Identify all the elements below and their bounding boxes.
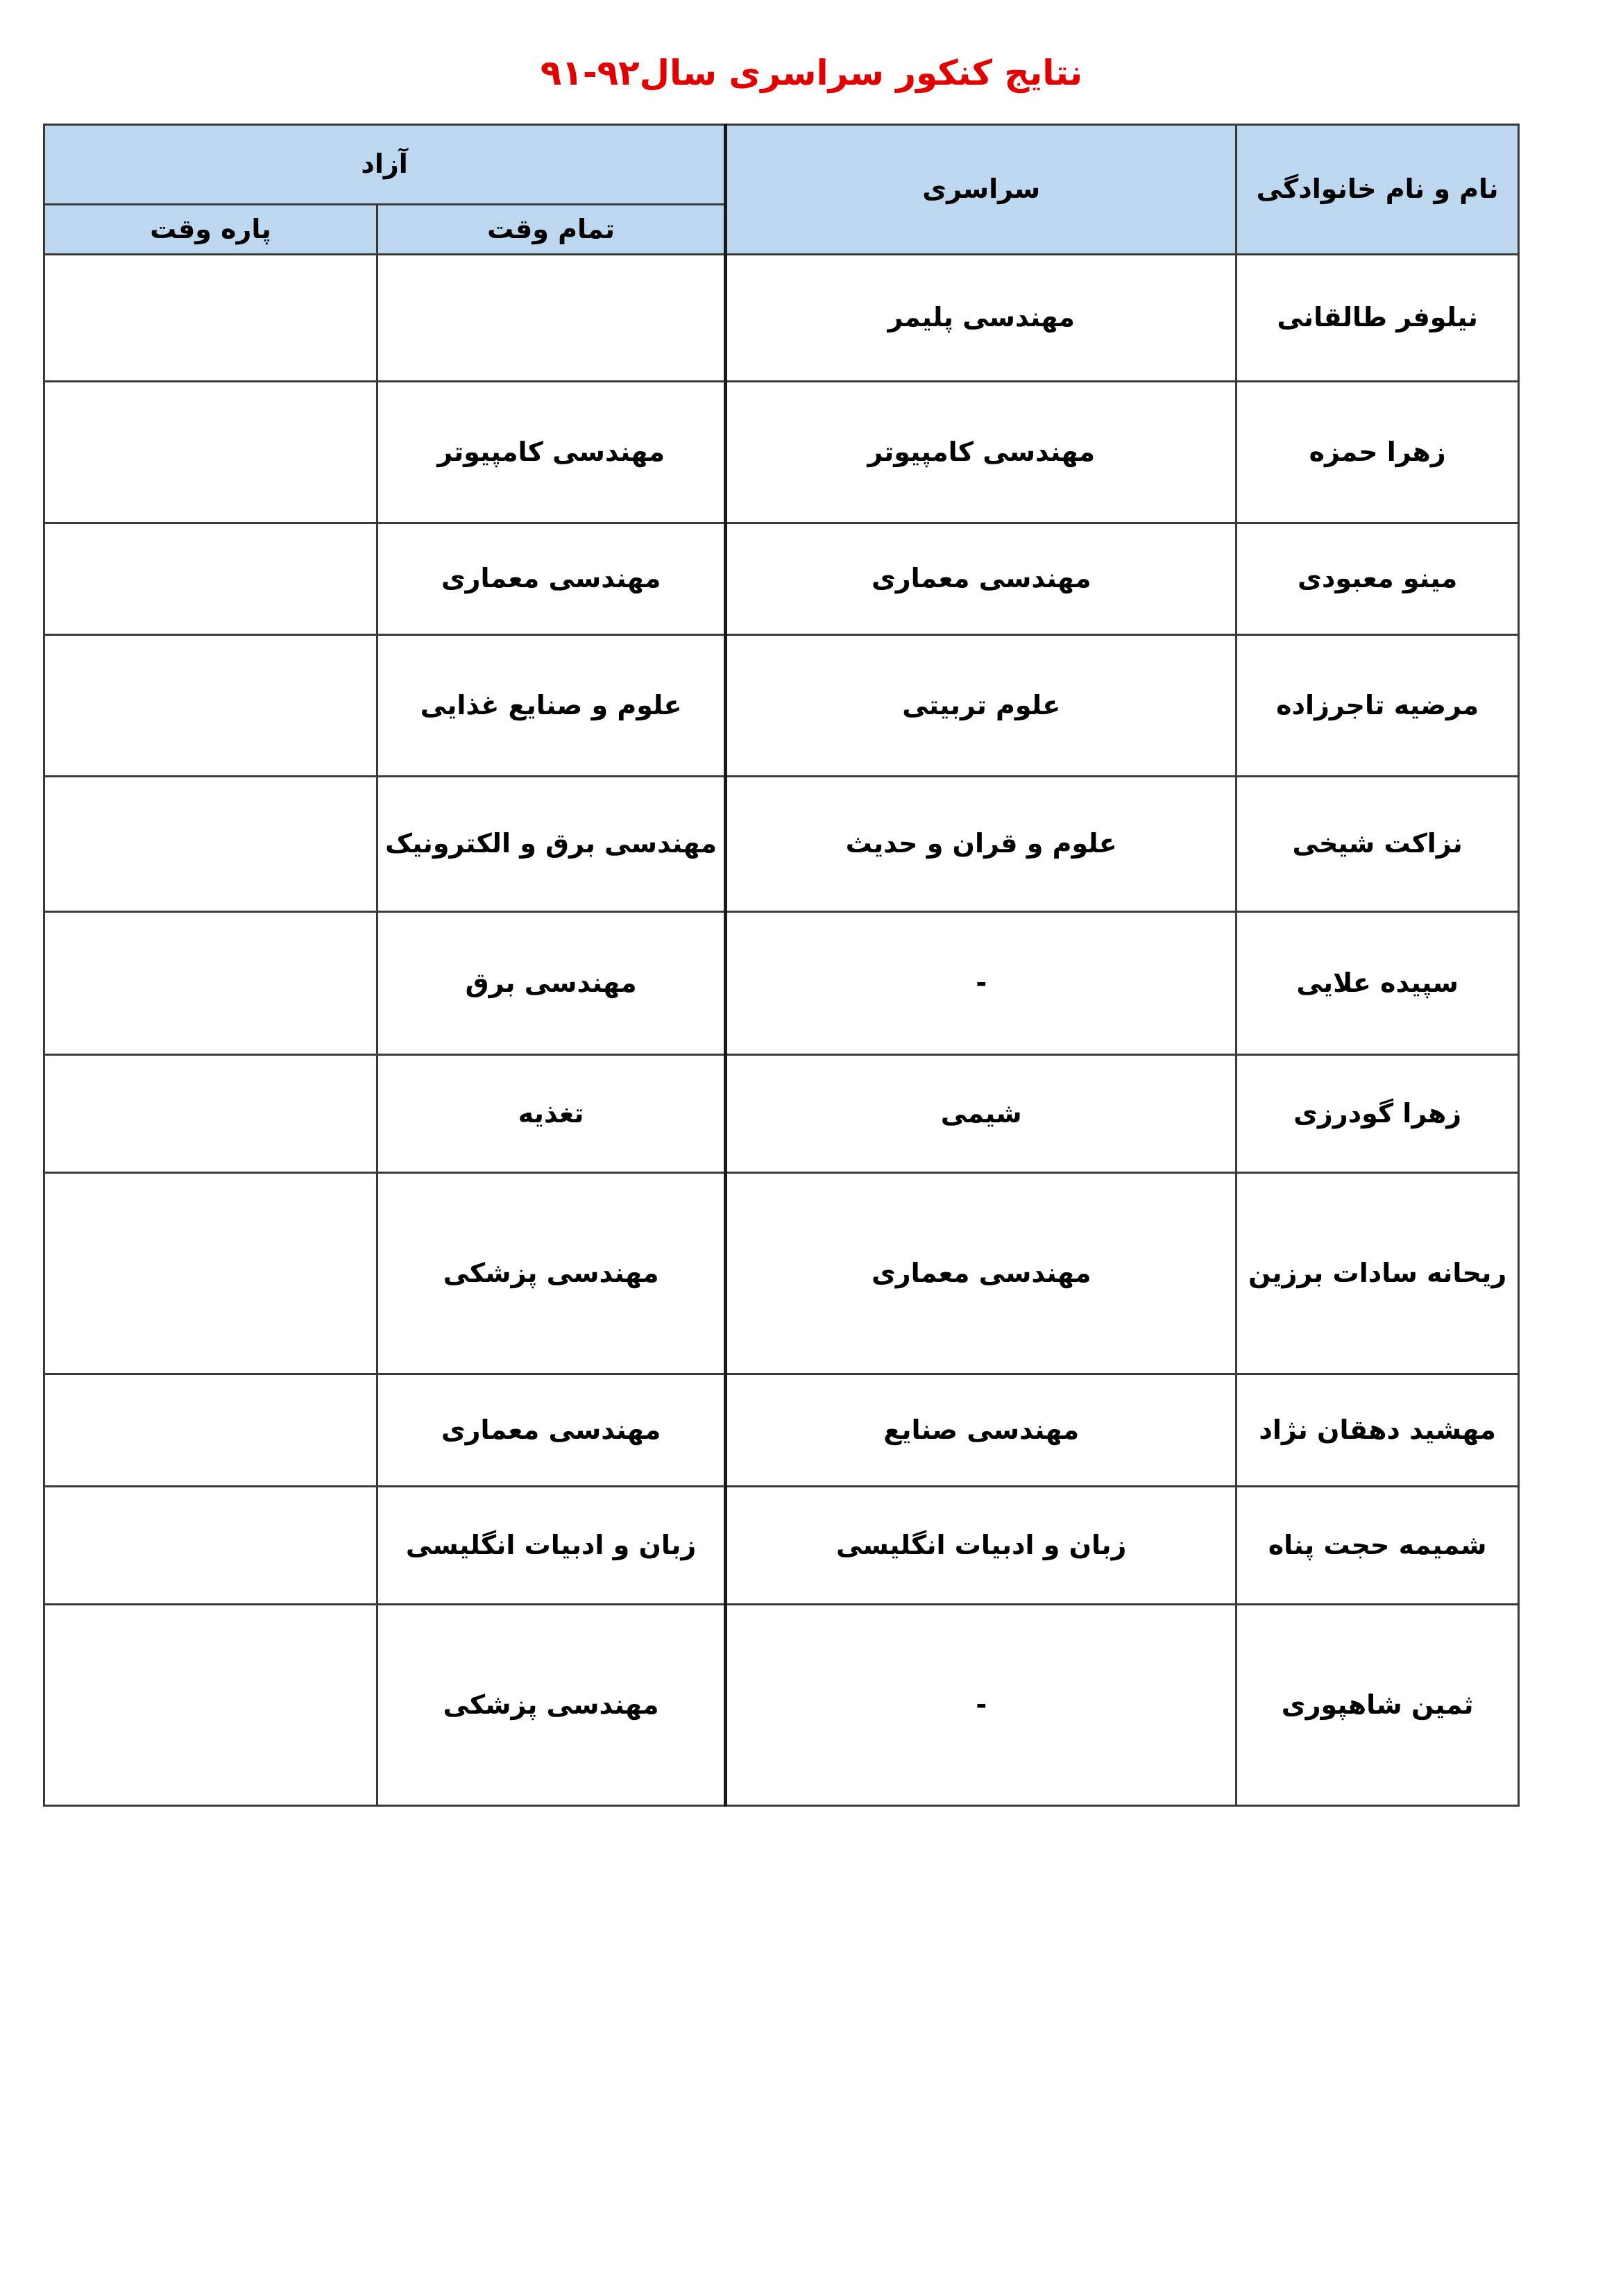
cell-part-time <box>44 912 377 1055</box>
cell-name: شمیمه حجت پناه <box>1237 1487 1519 1605</box>
cell-sarasari: - <box>726 912 1237 1055</box>
table-row <box>44 1173 1519 1374</box>
cell-sarasari: - <box>726 1605 1237 1806</box>
table-row <box>44 523 1519 635</box>
cell-part-time <box>44 523 377 635</box>
cell-part-time <box>44 1374 377 1487</box>
cell-full-time: مهندسی معماری <box>377 523 726 635</box>
page-title: نتایج کنکور سراسری سال۹۲-۹۱ <box>540 53 1083 93</box>
cell-name: مرضیه تاجرزاده <box>1237 635 1519 777</box>
cell-sarasari: علوم تربیتی <box>726 635 1237 777</box>
header-azad: آزاد <box>44 125 726 205</box>
cell-full-time <box>377 255 726 382</box>
table-row <box>44 1487 1519 1605</box>
table-row <box>44 912 1519 1055</box>
cell-full-time: مهندسی معماری <box>377 1374 726 1487</box>
cell-sarasari: علوم و قران و حدیث <box>726 777 1237 912</box>
cell-full-time: زبان و ادبیات انگلیسی <box>377 1487 726 1605</box>
cell-part-time <box>44 777 377 912</box>
cell-sarasari: مهندسی معماری <box>726 523 1237 635</box>
cell-name: نیلوفر طالقانی <box>1237 255 1519 382</box>
table-row <box>44 1605 1519 1806</box>
cell-full-time: تغذیه <box>377 1055 726 1173</box>
cell-full-time: مهندسی برق <box>377 912 726 1055</box>
cell-full-time: مهندسی پزشکی <box>377 1605 726 1806</box>
cell-full-time: مهندسی برق و الکترونیک <box>377 777 726 912</box>
cell-part-time <box>44 1487 377 1605</box>
header-sarasari: سراسری <box>726 125 1237 255</box>
cell-full-time: مهندسی پزشکی <box>377 1173 726 1374</box>
cell-part-time <box>44 255 377 382</box>
cell-part-time <box>44 1173 377 1374</box>
results-table <box>43 124 1520 1807</box>
cell-part-time <box>44 635 377 777</box>
header-full-time: تمام وقت <box>377 205 726 255</box>
cell-sarasari: زبان و ادبیات انگلیسی <box>726 1487 1237 1605</box>
cell-name: مهشید دهقان نژاد <box>1237 1374 1519 1487</box>
cell-sarasari: مهندسی پلیمر <box>726 255 1237 382</box>
header-part-time: پاره وقت <box>44 205 377 255</box>
cell-part-time <box>44 1055 377 1173</box>
cell-name: زهرا حمزه <box>1237 382 1519 523</box>
table-row <box>44 382 1519 523</box>
cell-part-time <box>44 382 377 523</box>
cell-name: ریحانه سادات برزین <box>1237 1173 1519 1374</box>
table-row <box>44 1055 1519 1173</box>
cell-full-time: مهندسی کامپیوتر <box>377 382 726 523</box>
cell-sarasari: مهندسی کامپیوتر <box>726 382 1237 523</box>
header-name: نام و نام خانوادگی <box>1237 125 1519 255</box>
cell-sarasari: شیمی <box>726 1055 1237 1173</box>
table-row <box>44 1374 1519 1487</box>
cell-full-time: علوم و صنایع غذایی <box>377 635 726 777</box>
cell-name: زهرا گودرزی <box>1237 1055 1519 1173</box>
cell-name: ثمین شاهپوری <box>1237 1605 1519 1806</box>
cell-name: سپیده علایی <box>1237 912 1519 1055</box>
cell-name: نزاکت شیخی <box>1237 777 1519 912</box>
cell-part-time <box>44 1605 377 1806</box>
table-row <box>44 255 1519 382</box>
table-row <box>44 777 1519 912</box>
cell-sarasari: مهندسی معماری <box>726 1173 1237 1374</box>
cell-name: مینو معبودی <box>1237 523 1519 635</box>
cell-sarasari: مهندسی صنایع <box>726 1374 1237 1487</box>
header-row-top <box>44 125 1519 205</box>
table-row <box>44 635 1519 777</box>
